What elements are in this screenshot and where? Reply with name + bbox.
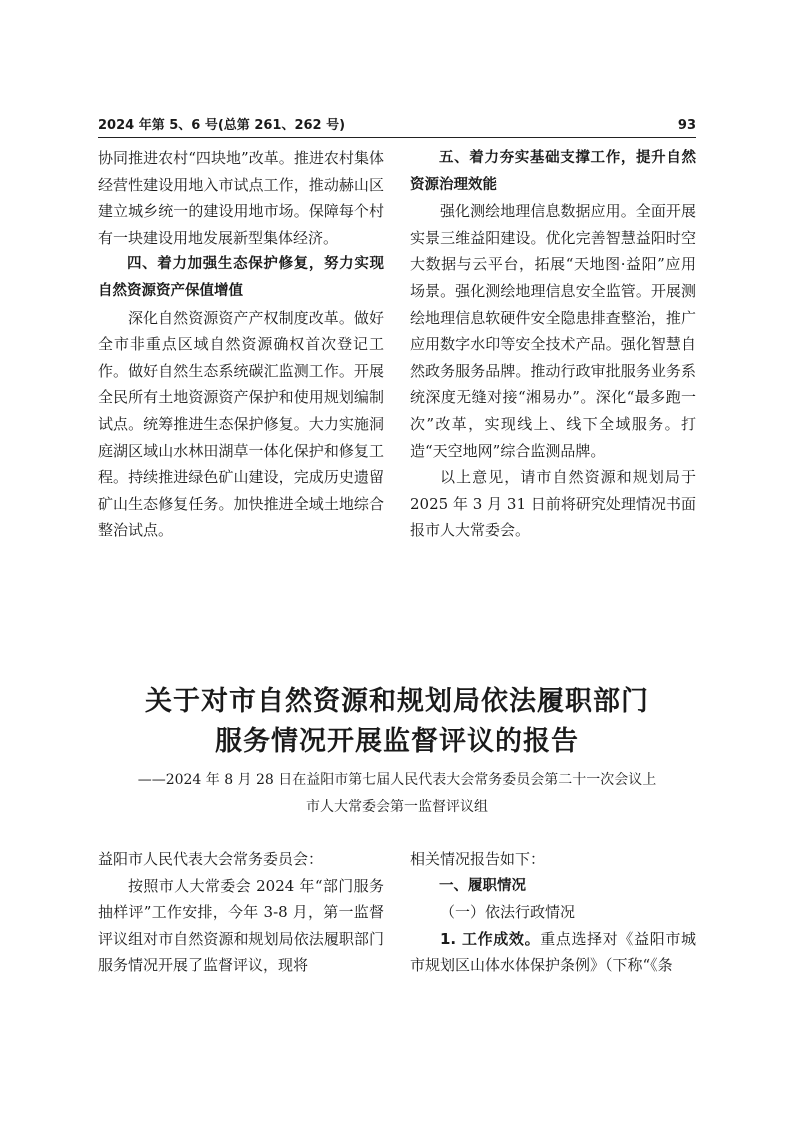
section-heading-1: 一、履职情况 — [439, 877, 526, 894]
item-text: 重点选择对《益阳市城市规划区山体水体保护条例》（下称“《条 — [410, 929, 696, 975]
section-heading-5: 五、着力夯实基础支撑工作，提升自然资源治理效能 — [410, 150, 696, 193]
paragraph: 相关情况报告如下： — [410, 850, 546, 868]
paragraph — [410, 926, 696, 979]
report-byline — [80, 767, 714, 821]
paragraph: 以上意见，请市自然资源和规划局于 2025 年 3 月 31 日前将研究处理情况书面报市人大常委会。 — [410, 468, 696, 540]
issue-info: 2024 年第 5、6 号(总第 261、262 号) — [98, 118, 346, 133]
report-title-line: 服务情况开展监督评议的报告 — [215, 726, 579, 757]
paragraph: 按照市人大常委会 2024 年“部门服务抽样评”工作安排，今年 3-8 月，第一监督评议组对市自然资源和规划局依法履职部门服务情况开展了监督评议，现将 — [98, 876, 384, 975]
paragraph: 深化自然资源资产产权制度改革。做好全市非重点区域自然资源确权首次登记工作。做好自然生态系统碳汇监测工作。开展全民所有土地资源资产保护和使用规划编制试点。统筹推进生态保护修复。大力实施洞庭湖区域山水林田湖草一体化保护和修复工程。持续推进绿色矿山建设，完成历史遗留矿山生态修复任务。加快推进全域土地综合整治试点。 — [98, 308, 384, 540]
report-author: 市人大常委会第一监督评议组 — [306, 799, 488, 815]
top-left-column — [98, 145, 384, 544]
salutation: 益阳市人民代表大会常务委员会： — [98, 850, 324, 868]
bottom-left-column — [98, 846, 384, 979]
item-label: 1. 工作成效。 — [440, 929, 541, 948]
running-header — [98, 117, 696, 138]
report-subtitle: ——2024 年 8 月 28 日在益阳市第七届人民代表大会常务委员会第二十一次会议上 — [137, 772, 657, 788]
report-title-line: 关于对市自然资源和规划局依法履职部门 — [145, 686, 649, 717]
paragraph: 协同推进农村“四块地”改革。推进农村集体经营性建设用地入市试点工作，推动赫山区建立城乡统一的建设用地市场。保障每个村有一块建设用地发展新型集体经济。 — [98, 149, 384, 247]
page-number: 93 — [677, 118, 696, 133]
section-heading-4: 四、着力加强生态保护修复，努力实现自然资源资产保值增值 — [98, 256, 384, 299]
report-title — [60, 682, 734, 762]
top-right-column — [410, 145, 696, 544]
bottom-right-column — [410, 846, 696, 979]
subsection-heading: （一）依法行政情况 — [440, 903, 576, 922]
paragraph: 强化测绘地理信息数据应用。全面开展实景三维益阳建设。优化完善智慧益阳时空大数据与云平台，拓展“天地图·益阳”应用场景。强化测绘地理信息安全监管。开展测绘地理信息软硬件安全隐患排查整治，推广应用数字水印等安全技术产品。强化智慧自然政务服务品牌。推动行政审批服务业务系统深度无缝对接“湘易办”。深化“最多跑一次”改革，实现线上、线下全域服务。打造“天空地网”综合监测品牌。 — [410, 202, 696, 460]
